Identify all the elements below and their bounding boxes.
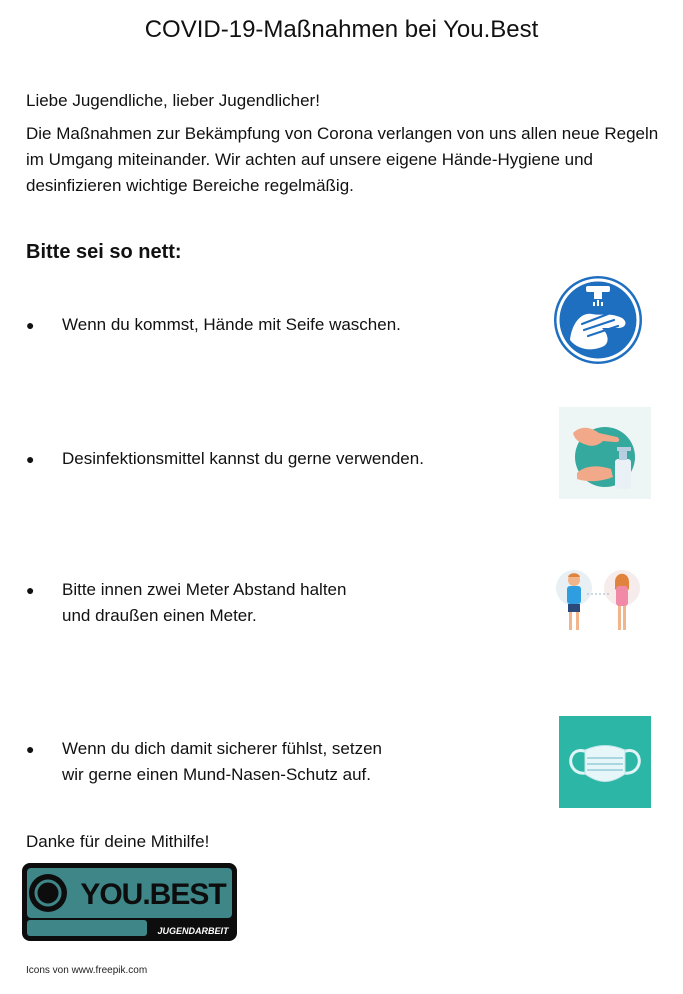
icon-credit: Icons von www.freepik.com [26, 965, 148, 976]
page-title: COVID-19-Maßnahmen bei You.Best [144, 16, 539, 43]
rule-text-line1: Wenn du kommst, Hände mit Seife waschen. [62, 315, 401, 334]
bullet-icon: ● [26, 741, 35, 757]
hand-washing-icon [552, 274, 644, 366]
rule-text-line1: Wenn du dich damit sicherer fühlst, setzen [62, 739, 383, 758]
bullet-icon: ● [26, 317, 35, 333]
bullet-icon: ● [26, 451, 35, 467]
rule-text-line2: und draußen einen Meter. [62, 606, 257, 625]
face-mask-icon [559, 716, 651, 808]
hand-sanitizer-icon [559, 407, 651, 499]
you-best-logo [21, 862, 238, 942]
bullet-icon: ● [26, 582, 35, 598]
svg-text:JUGENDARBEIT: JUGENDARBEIT [157, 926, 229, 936]
thanks-text: Danke für deine Mithilfe! [26, 832, 210, 851]
rules-heading: Bitte sei so nett: [26, 241, 182, 263]
greeting: Liebe Jugendliche, lieber Jugendlicher! [26, 91, 320, 110]
intro-text: Die Maßnahmen zur Bekämpfung von Corona verlangen von uns allen neue Regeln im Umgang miteinander. Wir achten auf unsere eigene Hände-Hygiene und desinfizieren wichtige Bereiche regelmäßig. [26, 124, 659, 195]
social-distance-icon [553, 566, 645, 636]
rule-text-line1: Bitte innen zwei Meter Abstand halten [62, 580, 347, 599]
rule-text-line2: wir gerne einen Mund-Nasen-Schutz auf. [62, 765, 371, 784]
svg-text:YOU.BEST: YOU.BEST [80, 878, 226, 911]
rule-text-line1: Desinfektionsmittel kannst du gerne verwenden. [62, 449, 424, 468]
